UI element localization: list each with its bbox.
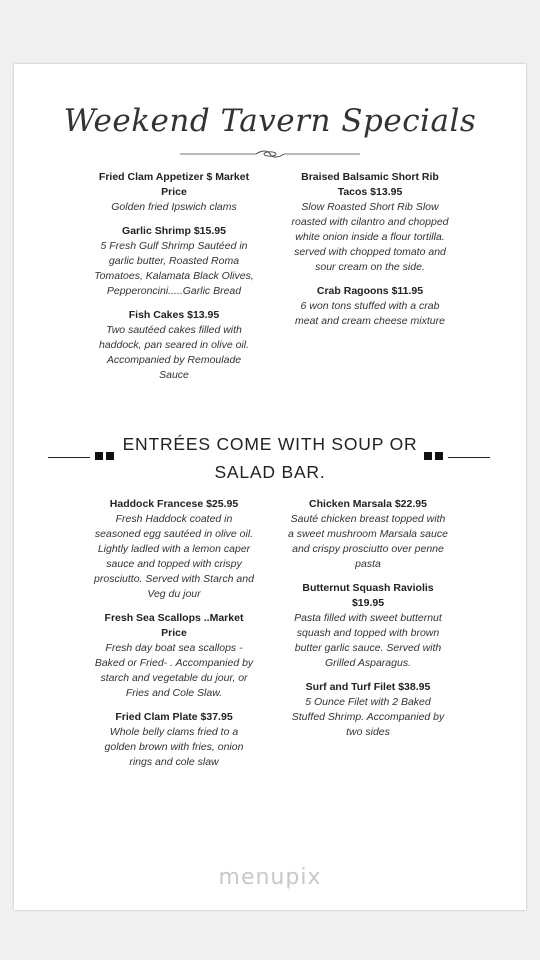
menu-item-fried-clam-plate <box>94 710 254 770</box>
banner-square-right-1 <box>424 452 432 460</box>
menu-item-surf-and-turf-filet <box>288 680 448 740</box>
item-name: Braised Balsamic Short Rib Tacos $13.95 <box>301 171 439 198</box>
item-name: Garlic Shrimp $15.95 <box>122 225 226 237</box>
item-name: Haddock Francese $25.95 <box>109 498 239 510</box>
item-description: 6 won tons stuffed with a crab meat and cream cheese mixture <box>295 300 445 327</box>
menu-item-butternut-squash-raviolis <box>288 581 448 671</box>
item-name: Fried Clam Plate $37.95 <box>115 711 233 723</box>
banner-line-1: ENTRÉES COME WITH SOUP OR <box>122 434 418 454</box>
menu-item-haddock-francese <box>94 497 254 602</box>
item-description: 5 Fresh Gulf Shrimp Sautéed in garlic butter, Roasted Roma Tomatoes, Kalamata Black Olives, Pepperoncini.....Garlic Bread <box>94 240 254 297</box>
menu-item-crab-ragoons <box>290 284 450 329</box>
item-description: 5 Ounce Filet with 2 Baked Stuffed Shrimp. Accompanied by two sides <box>291 696 445 738</box>
entrees-banner <box>0 430 540 486</box>
banner-rule-right <box>448 457 490 458</box>
specials-right-column <box>290 170 450 338</box>
menu-item-chicken-marsala <box>288 497 448 572</box>
item-description: Slow Roasted Short Rib Slow roasted with cilantro and chopped white onion inside a flour tortilla. served with chopped tomato and sour cream on the side. <box>291 201 449 273</box>
banner-line-2: SALAD BAR. <box>214 462 326 482</box>
menu-item-garlic-shrimp <box>94 224 254 299</box>
item-description: Pasta filled with sweet butternut squash and topped with brown butter garlic sauce. Served with Grilled Asparagus. <box>294 612 442 669</box>
item-name: Fish Cakes $13.95 <box>128 309 220 321</box>
menu-item-fresh-sea-scallops <box>94 611 254 701</box>
item-description: Whole belly clams fried to a golden brown with fries, onion rings and cole slaw <box>104 726 244 768</box>
menu-item-fried-clam-appetizer <box>94 170 254 215</box>
item-name: Surf and Turf Filet $38.95 <box>305 681 431 693</box>
item-description: Sauté chicken breast topped with a sweet mushroom Marsala sauce and crispy prosciutto over penne pasta <box>288 513 448 570</box>
item-description: Fresh day boat sea scallops -Baked or Fried- . Accompanied by starch and vegetable du jour, or Fries and Cole Slaw. <box>94 642 254 699</box>
menu-item-fish-cakes <box>94 308 254 383</box>
banner-square-right-2 <box>435 452 443 460</box>
item-name: Fresh Sea Scallops ..Market Price <box>104 612 244 639</box>
entrees-left-column <box>94 497 254 779</box>
title-flourish <box>180 149 360 159</box>
item-description: Golden fried Ipswich clams <box>111 201 237 213</box>
entrees-right-column <box>288 497 448 749</box>
watermark-logo: menupix <box>218 865 322 890</box>
specials-left-column <box>94 170 254 392</box>
item-name: Crab Ragoons $11.95 <box>316 285 424 297</box>
menu-title: Weekend Tavern Specials <box>63 103 477 139</box>
item-description: Fresh Haddock coated in seasoned egg sautéed in olive oil. Lightly ladled with a lemon caper sauce and topped with crispy prosciutto. Served with Starch and Veg du jour <box>94 513 254 600</box>
item-name: Chicken Marsala $22.95 <box>309 498 427 510</box>
menu-item-short-rib-tacos <box>290 170 450 275</box>
item-description: Two sautéed cakes filled with haddock, pan seared in olive oil. Accompanied by Remoulade Sauce <box>98 324 249 381</box>
item-name: Butternut Squash Raviolis $19.95 <box>302 582 434 609</box>
item-name: Fried Clam Appetizer $ Market Price <box>98 171 250 198</box>
